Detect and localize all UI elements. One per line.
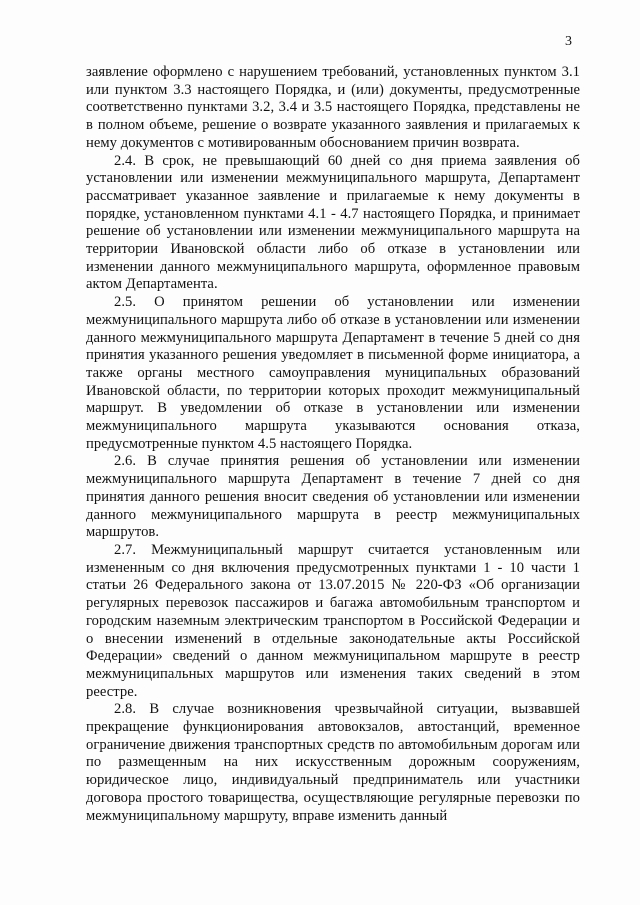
paragraph-continuation: заявление оформлено с нарушением требований, установленных пунктом 3.1 или пунктом 3.3 настоящего Порядка, и (или) документы, предусмотренные соответственно пунктами 3.2, 3.4 и 3.5 настоящего Порядка, представлены не в полном объеме, решение о возврате указанного заявления и прилагаемых к нему документов с мотивированным обоснованием причин возврата. [86, 64, 580, 151]
paragraph-2-7: 2.7. Межмуниципальный маршрут считается установленным или измененным со дня включения предусмотренных пунктами 1 - 10 части 1 статьи 26 Федерального закона от 13.07.2015 № 220-ФЗ «Об организации регулярных перевозок пассажиров и багажа автомобильным транспортом и городским наземным электрическим транспортом в Российской Федерации и о внесении изменений в отдельные законодательные акты Российской Федерации» сведений о данном межмуниципальном маршруте в реестр межмуниципальных маршрутов или изменения таких сведений в этом реестре. [86, 541, 580, 700]
paragraph-2-8: 2.8. В случае возникновения чрезвычайной ситуации, вызвавшей прекращение функционирования автовокзалов, автостанций, временное ограничение движения транспортных средств по автомобильным дорогам или по размещенным на них искусственным дорожным сооружениям, юридическое лицо, индивидуальный предприниматель или участники договора простого товарищества, осуществляющие регулярные перевозки по межмуниципальному маршруту, вправе изменить данный [86, 701, 580, 824]
paragraph-2-6: 2.6. В случае принятия решения об установлении или изменении межмуниципального маршрута Департамент в течение 7 дней со дня принятия данного решения вносит сведения об установлении или изменении данного межмуниципального маршрута в реестр межмуниципальных маршрутов. [86, 453, 580, 541]
page-number: 3 [565, 34, 572, 49]
document-body [86, 64, 580, 825]
paragraph-2-5: 2.5. О принятом решении об установлении или изменении межмуниципального маршрута либо об отказе в установлении или изменении данного межмуниципального маршрута Департамент в течение 5 дней со дня принятия указанного решения уведомляет в письменной форме инициатора, а также органы местного самоуправления муниципальных образований Ивановской области, по территории которых проходит межмуниципальный маршрут. В уведомлении об отказе в установлении или изменении межмуниципального маршрута указываются основания отказа, предусмотренные пунктом 4.5 настоящего Порядка. [86, 294, 580, 452]
paragraph-2-4: 2.4. В срок, не превышающий 60 дней со дня приема заявления об установлении или изменении межмуниципального маршрута, Департамент рассматривает указанное заявление и прилагаемые к нему документы в порядке, установленном пунктами 4.1 - 4.7 настоящего Порядка, и принимает решение об установлении или изменении межмуниципального маршрута на территории Ивановской области либо об отказе в установлении или изменении данного межмуниципального маршрута, оформленное правовым актом Департамента. [86, 152, 580, 293]
